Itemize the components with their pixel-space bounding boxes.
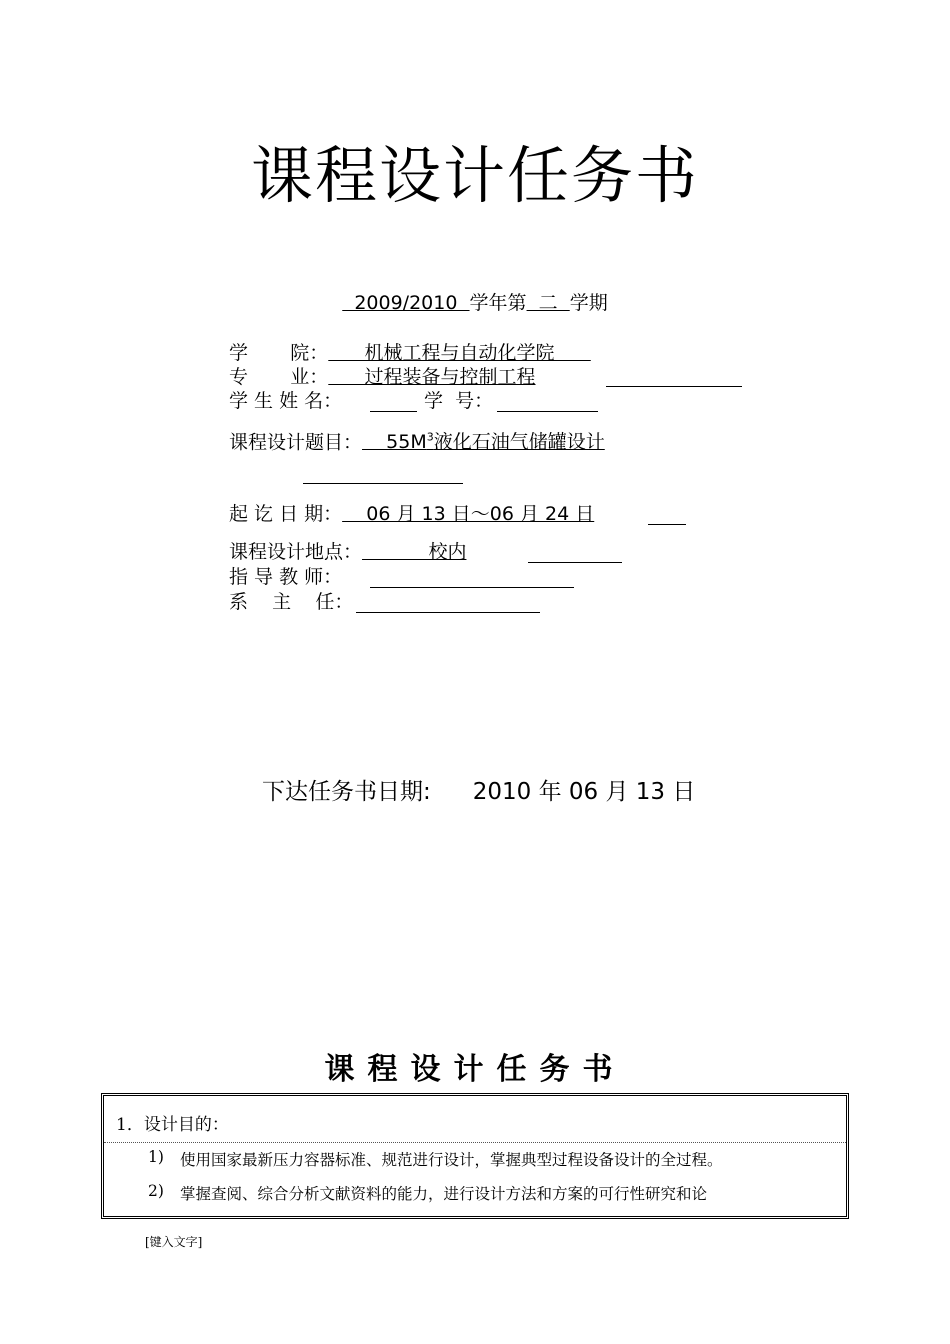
item-number-2: 2) (148, 1182, 164, 1200)
dates-row (229, 502, 594, 526)
major-label: 专 业： (229, 366, 329, 388)
dates-label: 起 讫 日 期： (229, 503, 343, 525)
item-text-1: 使用国家最新压力容器标准、规范进行设计，掌握典型过程设备设计的全过程。 (180, 1151, 723, 1169)
student-name-label: 学 生 姓 名： (229, 390, 343, 412)
section-heading: 1．设计目的： (116, 1115, 229, 1135)
location-value: 校内 (362, 541, 467, 563)
director-row (229, 590, 353, 614)
semester-line (0, 288, 950, 315)
academic-year: 2009/2010 (342, 292, 470, 314)
topic-value-superscript: 3 (426, 431, 434, 444)
advisor-row (229, 565, 342, 589)
task-title: 课程设计任务书 (324, 1052, 626, 1087)
topic-row (229, 426, 605, 454)
issue-date-row (262, 773, 695, 806)
semester-end: 学期 (569, 292, 608, 314)
student-id-label: 学 号： (418, 390, 494, 412)
topic-value-post: 液化石油气储罐设计 (433, 431, 605, 454)
major-underline-extension (606, 386, 742, 387)
college-value: 机械工程与自动化学院 (328, 342, 591, 364)
major-value: 过程装备与控制工程 (328, 366, 536, 388)
advisor-blank (370, 587, 574, 588)
location-row (229, 540, 466, 564)
location-label: 课程设计地点： (229, 541, 363, 563)
issue-date-value: 2010 年 06 月 13 日 (472, 779, 696, 805)
major-row (229, 365, 536, 389)
table-divider (104, 1142, 846, 1143)
dates-value: 06 月 13 日～06 月 24 日 (342, 503, 595, 525)
cover-title: 课程设计任务书 (250, 139, 699, 212)
topic-value-pre: 55M (362, 431, 427, 454)
task-table (101, 1093, 849, 1219)
footer-placeholder[interactable]: [键入文字] (145, 1235, 203, 1249)
college-row (229, 341, 591, 365)
advisor-label: 指 导 教 师： (229, 566, 343, 588)
topic-label: 课程设计题目： (229, 431, 363, 454)
student-row (229, 389, 342, 413)
student-id-row (418, 389, 493, 413)
term-number: 二 (526, 292, 570, 314)
issue-date-label: 下达任务书日期: (262, 779, 431, 805)
location-underline-extension (528, 562, 622, 563)
item-text-2: 掌握查阅、综合分析文献资料的能力，进行设计方法和方案的可行性研究和论 (180, 1185, 708, 1203)
college-label: 学 院： (229, 342, 329, 364)
student-id-blank (497, 411, 598, 412)
student-name-blank (370, 411, 417, 412)
topic-value (362, 431, 605, 453)
director-label: 系 主 任： (229, 591, 354, 613)
dates-underline-extension (648, 524, 686, 525)
item-number-1: 1) (148, 1148, 164, 1166)
director-blank (356, 612, 540, 613)
topic-continuation-line (303, 483, 463, 484)
semester-mid: 学年第 (469, 292, 527, 314)
